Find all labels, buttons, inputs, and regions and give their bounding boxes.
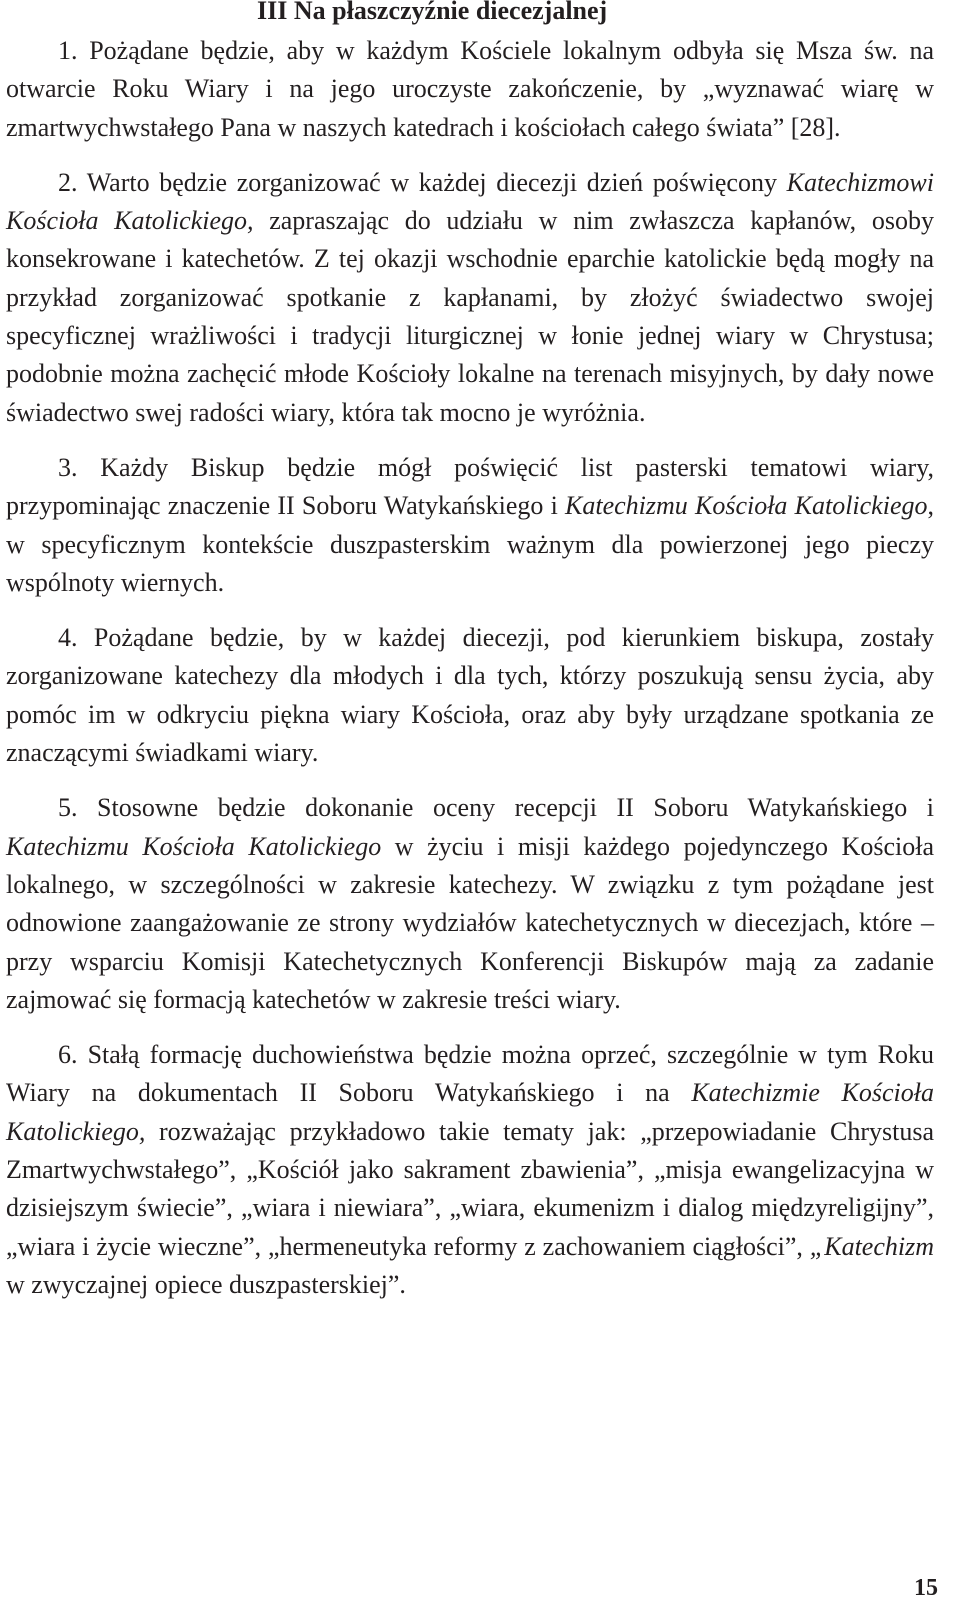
italic-title: Katechizmu Kościoła Katolickiego <box>565 491 928 521</box>
paragraph-5 <box>6 789 934 1019</box>
paragraph-text: rozważając przykładowo takie tematy jak: „przepowiadanie Chrystusa Zmartwychwstałego”, „Kościół jako sakrament zbawienia”, „misja ewangelizacyjna w dzisiejszym świecie”, „wiara i niewiara”, „wiara, ekumenizm i dialog międzyreligijny”, „wiara i życie wieczne”, „hermeneutyka reformy z zachowaniem ciągłości”, <box>6 1116 934 1261</box>
paragraph-2 <box>6 164 934 432</box>
italic-title: „Katechizm <box>809 1231 934 1261</box>
paragraph-1 <box>6 32 934 147</box>
italic-title: Katechizmowi Kościoła Katolickiego, <box>6 167 934 236</box>
paragraph-3 <box>6 449 934 602</box>
paragraph-text: , w specyficznym kontekście duszpasterskim ważnym dla powierzonej jego pieczy wspólnoty wiernych. <box>6 491 934 597</box>
paragraph-text: w zwyczajnej opiece duszpasterskiej”. <box>6 1269 406 1299</box>
italic-title: Katechizmu Kościoła Katolickiego <box>6 831 382 861</box>
paragraph-text: 2. Warto będzie zorganizować w każdej diecezji dzień poświęcony <box>58 167 787 197</box>
paragraph-text: w życiu i misji każdego pojedynczego Kościoła lokalnego, w szczególności w zakresie katechezy. W związku z tym pożądane jest odnowione zaangażowanie ze strony wydziałów katechetycznych w diecezjach, które – przy wsparciu Komisji Katechetycznych Konferencji Biskupów mają za zadanie zajmować się formacją katechetów w zakresie treści wiary. <box>6 831 934 1014</box>
italic-title: Katechizmie Kościoła Katolickiego, <box>6 1078 934 1146</box>
document-page <box>6 0 934 1304</box>
paragraph-text: 1. Pożądane będzie, aby w każdym Kościele lokalnym odbyła się Msza św. na otwarcie Roku Wiary i na jego uroczyste zakończenie, by „wyznawać wiarę w zmartwychwstałego Pana w naszych katedrach i kościołach całego świata” [28]. <box>6 36 934 142</box>
paragraph-text: 5. Stosowne będzie dokonanie oceny recepcji II Soboru Watykańskiego i <box>58 793 934 823</box>
paragraph-text: 3. Każdy Biskup będzie mógł poświęcić list pasterski tematowi wiary, przypominając znaczenie II Soboru Watykańskiego i <box>6 452 934 521</box>
page-number: 15 <box>914 1575 938 1601</box>
section-heading: III Na płaszczyźnie diecezjalnej <box>257 0 608 25</box>
paragraph-text: zapraszając do udziału w nim zwłaszcza kapłanów, osoby konsekrowane i katechetów. Z tej okazji wschodnie eparchie katolickie będą mogły na przykład zorganizować spotkanie z kapłanami, by złożyć świadectwo swojej specyficznej wrażliwości i tradycji liturgicznej w łonie jednej wiary w Chrystusa; podobnie można zachęcić młode Kościoły lokalne na terenach misyjnych, by dały nowe świadectwo swej radości wiary, która tak mocno je wyróżnia. <box>6 206 934 427</box>
paragraph-text: 6. Stałą formację duchowieństwa będzie można oprzeć, szczególnie w tym Roku Wiary na dokumentach II Soboru Watykańskiego i na <box>6 1040 934 1108</box>
paragraph-4 <box>6 619 934 772</box>
paragraph-6 <box>6 1036 934 1304</box>
paragraph-text: 4. Pożądane będzie, by w każdej diecezji, pod kierunkiem biskupa, zostały zorganizowane katechezy dla młodych i dla tych, którzy poszukują sensu życia, aby pomóc im w odkryciu piękna wiary Kościoła, oraz aby były urządzane spotkania ze znaczącymi świadkami wiary. <box>6 623 934 768</box>
